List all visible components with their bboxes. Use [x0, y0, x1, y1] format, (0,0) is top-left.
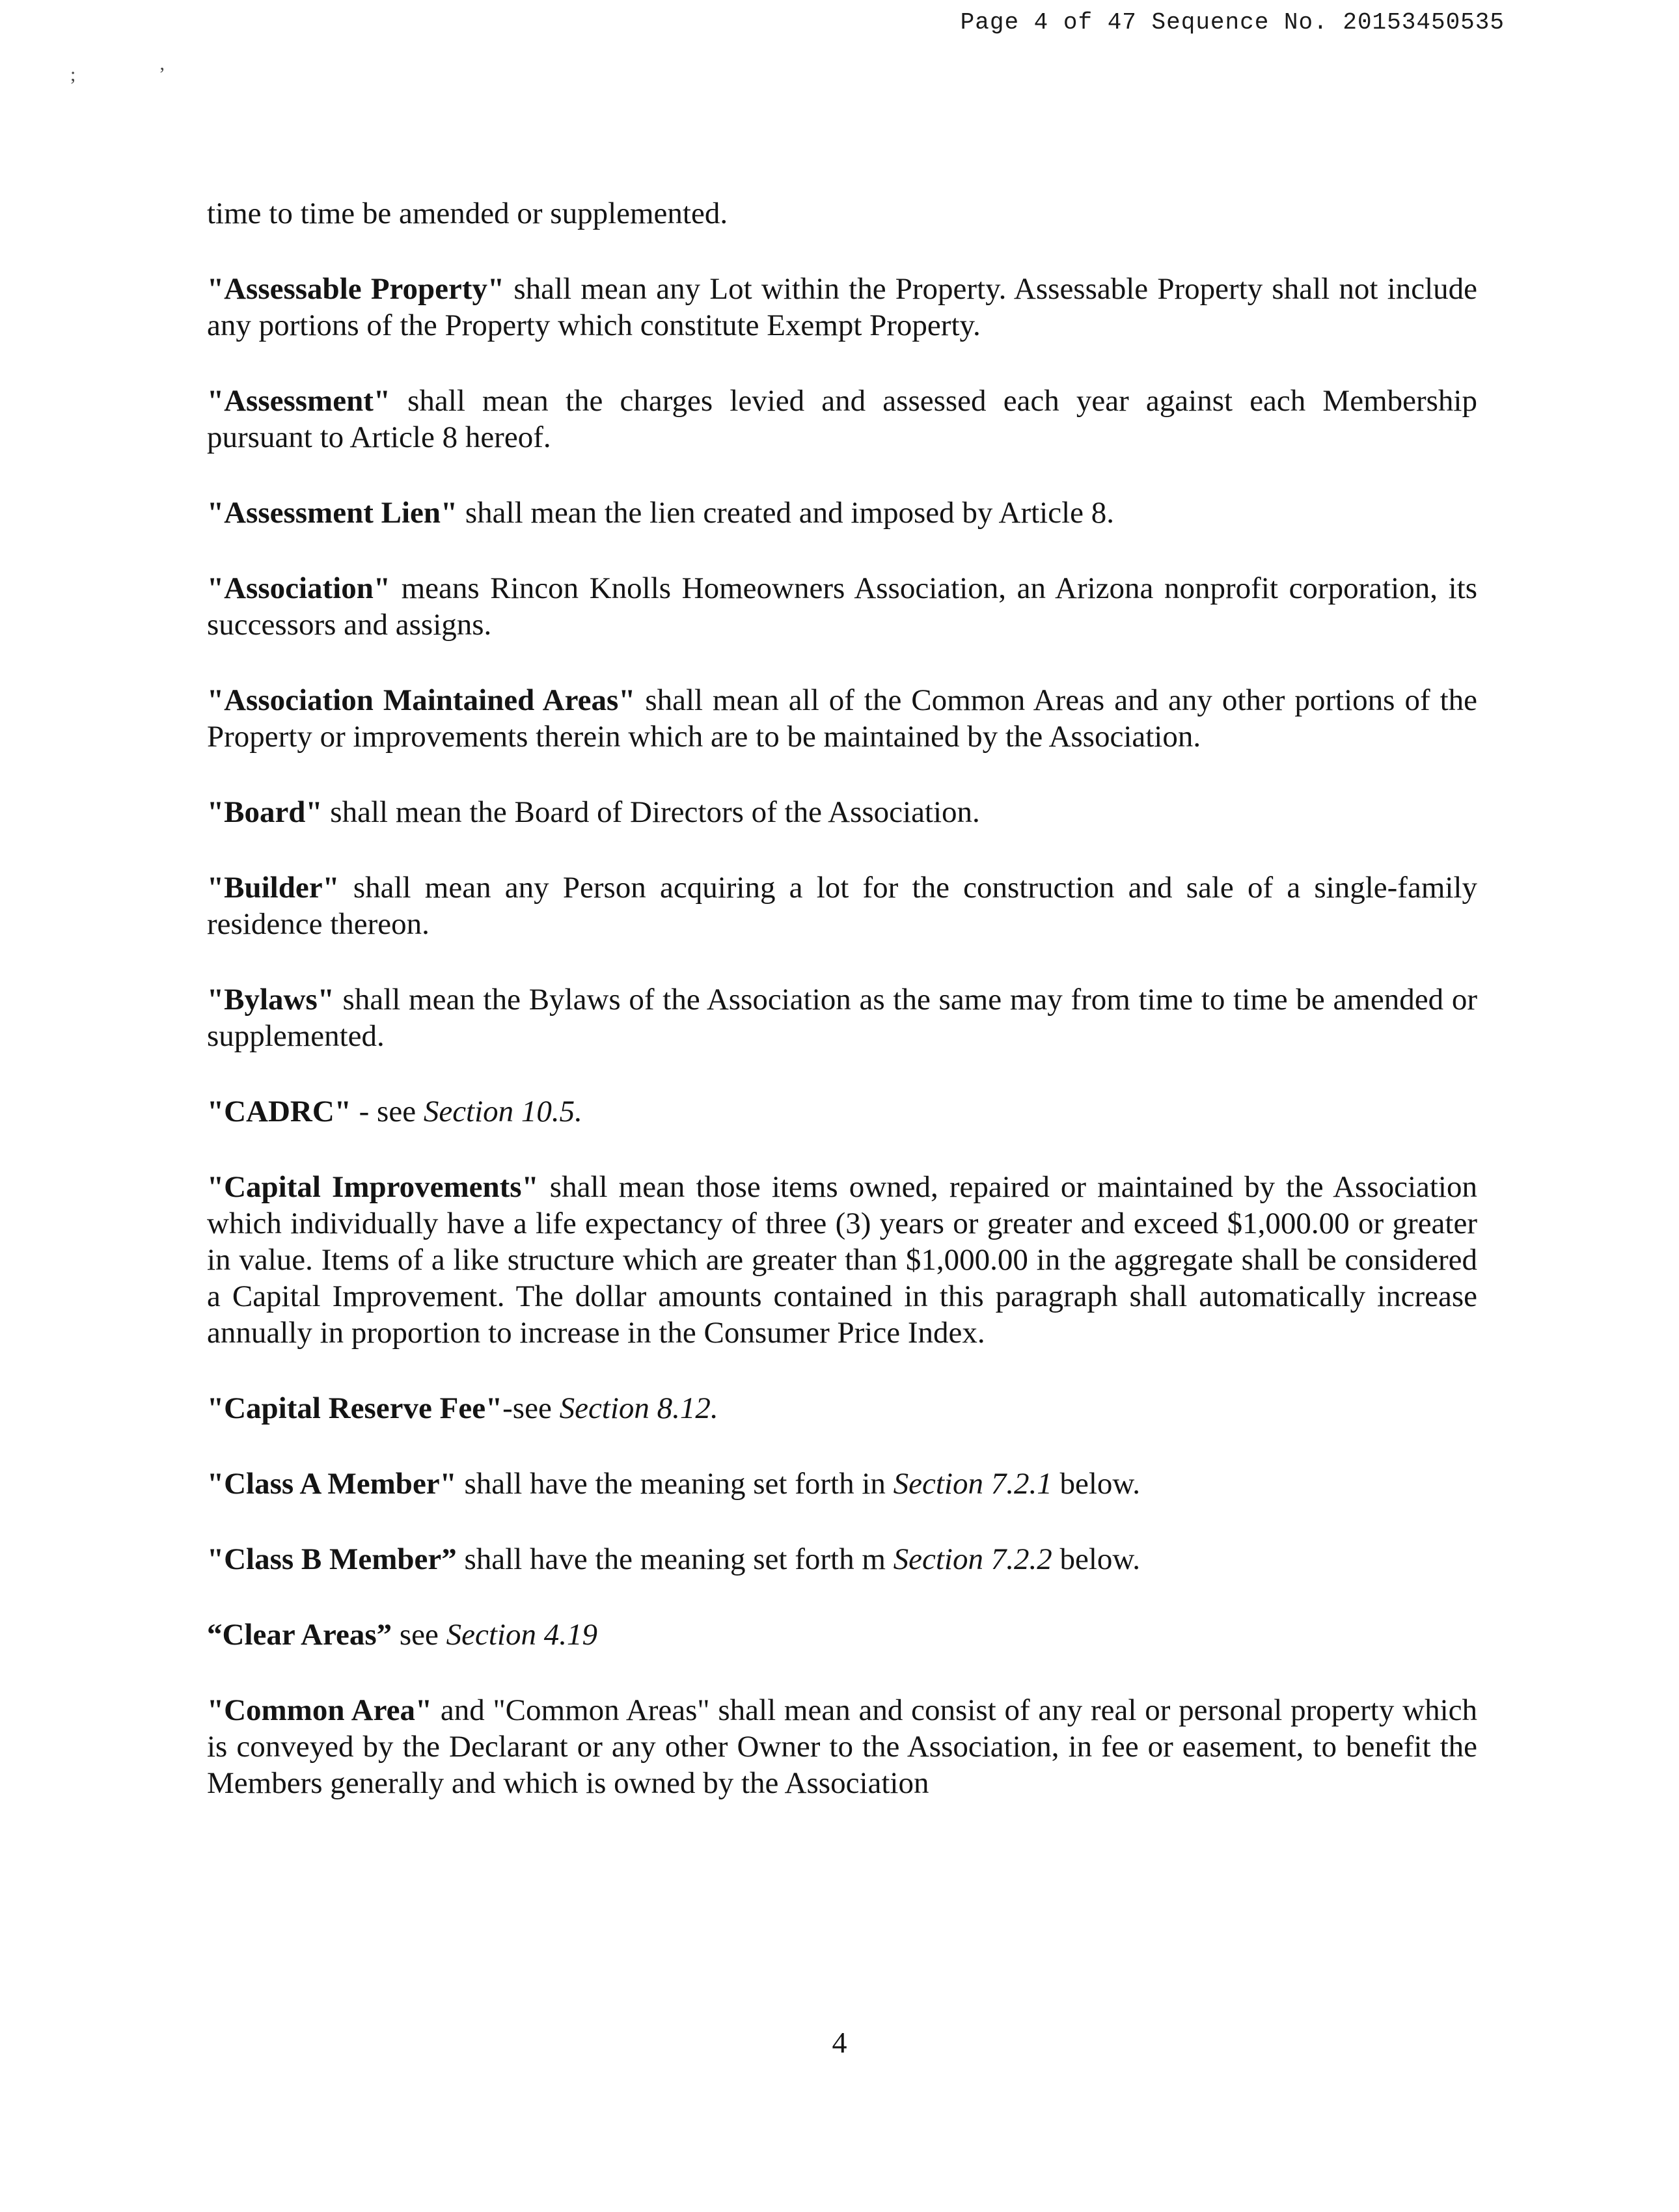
definition-text: shall mean the charges levied and assessed each year against each Membership pursuant to Article 8 hereof.: [207, 384, 1477, 454]
definition-assessment-lien: [207, 495, 1477, 531]
document-body: [207, 195, 1477, 1840]
definition-association-maintained-areas: [207, 682, 1477, 755]
definition-capital-improvements: [207, 1169, 1477, 1351]
definition-term: "Class A Member": [207, 1467, 457, 1501]
definition-text: shall mean the Bylaws of the Association as the same may from time to time be amended or supplemented.: [207, 983, 1477, 1053]
definition-common-area: [207, 1692, 1477, 1801]
definition-term: "Assessment Lien": [207, 496, 458, 530]
section-reference: Section 7.2.1: [893, 1467, 1052, 1501]
definition-term: "Builder": [207, 871, 340, 905]
definition-term: "Assessable Property": [207, 272, 505, 306]
definition-text: see: [392, 1618, 446, 1652]
definition-association: [207, 570, 1477, 643]
definition-term: "Bylaws": [207, 983, 334, 1017]
definition-bylaws: [207, 981, 1477, 1054]
definition-text-after: below.: [1052, 1467, 1141, 1501]
definition-text: and "Common Areas" shall mean and consist of any real or personal property which is conveyed by the Declarant or any other Owner to the Association, in fee or easement, to benefit the Members generally and which is owned by the Association: [207, 1693, 1478, 1800]
definition-term: "Assessment": [207, 384, 390, 418]
definition-term: “Clear Areas”: [207, 1618, 392, 1652]
definition-text: means Rincon Knolls Homeowners Association, an Arizona nonprofit corporation, its successors and assigns.: [207, 571, 1477, 642]
section-reference: Section 4.19: [446, 1618, 597, 1652]
definition-assessment: [207, 383, 1477, 456]
definition-text: shall have the meaning set forth m: [456, 1542, 894, 1576]
definition-cadrc: [207, 1093, 1477, 1130]
definition-term: "Association": [207, 571, 390, 605]
scan-mark: ;: [70, 64, 76, 85]
definition-text: -see: [502, 1391, 560, 1425]
definition-term: "Board": [207, 795, 323, 829]
scan-mark: ʼ: [159, 64, 165, 85]
definition-text-after: below.: [1052, 1542, 1141, 1576]
page-number: 4: [832, 2026, 847, 2059]
continuation-text: time to time be amended or supplemented.: [207, 197, 728, 230]
definition-text: shall have the meaning set forth in: [456, 1467, 894, 1501]
definition-class-a-member: [207, 1466, 1477, 1502]
definition-term: "Capital Reserve Fee": [207, 1391, 503, 1425]
definition-text: shall mean any Lot within the Property. Assessable Property shall not include any portions of the Property which constitute Exempt Property.: [207, 272, 1477, 342]
definition-capital-reserve-fee: [207, 1390, 1477, 1427]
definition-class-b-member: [207, 1541, 1477, 1577]
definition-text: shall mean all of the Common Areas and any other portions of the Property or improvements therein which are to be maintained by the Association.: [207, 683, 1477, 754]
definition-text: shall mean any Person acquiring a lot for the construction and sale of a single-family residence thereon.: [207, 871, 1477, 941]
section-reference: Section 7.2.2: [893, 1542, 1052, 1576]
definition-clear-areas: [207, 1617, 1477, 1653]
definition-text: shall mean the Board of Directors of the Association.: [322, 795, 980, 829]
definition-text: - see: [351, 1095, 424, 1128]
definition-builder: [207, 869, 1477, 942]
definition-text: shall mean the lien created and imposed by Article 8.: [457, 496, 1114, 530]
definition-term: "Capital Improvements": [207, 1170, 539, 1204]
section-reference: Section 8.12.: [559, 1391, 718, 1425]
definition-term: "Class B Member”: [207, 1542, 457, 1576]
page-header: Page 4 of 47 Sequence No. 20153450535: [960, 9, 1505, 36]
definition-term: "Common Area": [207, 1693, 433, 1727]
definition-assessable-property: [207, 271, 1477, 344]
definition-term: "CADRC": [207, 1095, 351, 1128]
section-reference: Section 10.5.: [423, 1095, 582, 1128]
definition-text: shall mean those items owned, repaired or maintained by the Association which individually have a life expectancy of three (3) years or greater and exceed $1,000.00 or greater in value. Items of a like structure which are greater than $1,000.00 in the aggregate shall be considered a Capital Improvement. The dollar amounts contained in this paragraph shall automatically increase annually in proportion to increase in the Consumer Price Index.: [207, 1170, 1477, 1350]
definition-board: [207, 794, 1477, 830]
definition-term: "Association Maintained Areas": [207, 683, 636, 717]
